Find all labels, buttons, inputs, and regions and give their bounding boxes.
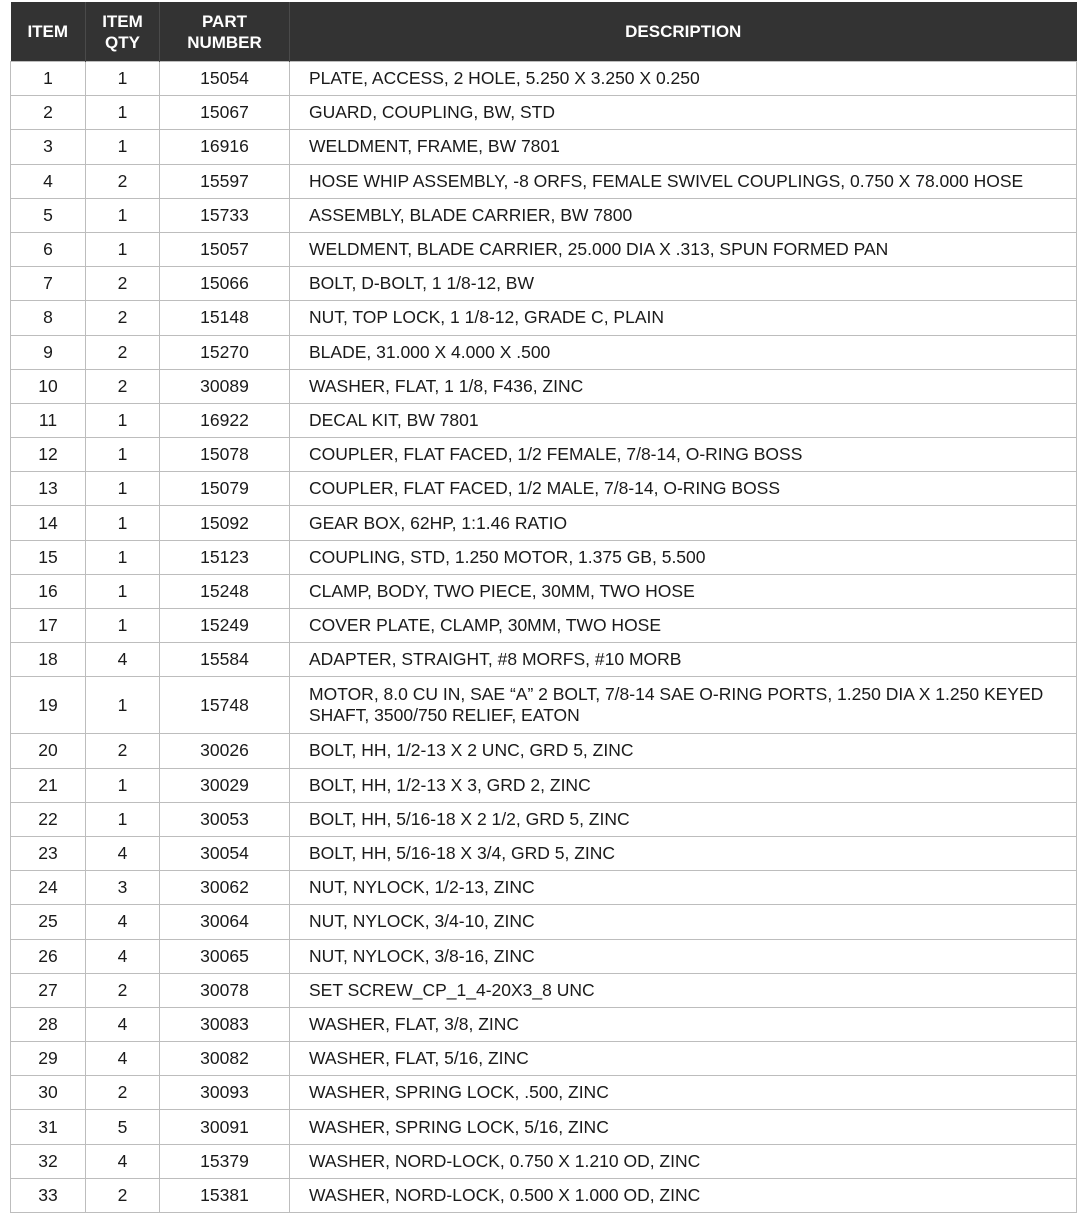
table-row: [11, 403, 1077, 437]
table-row: [11, 973, 1077, 1007]
item-cell: 2: [11, 96, 86, 130]
qty-cell: 4: [86, 1042, 160, 1076]
description-cell: PLATE, ACCESS, 2 HOLE, 5.250 X 3.250 X 0.250: [290, 62, 1077, 96]
part-number-cell: 15078: [160, 438, 290, 472]
table-row: [11, 472, 1077, 506]
table-row: [11, 734, 1077, 768]
item-cell: 1: [11, 62, 86, 96]
table-row: [11, 130, 1077, 164]
description-cell: BOLT, HH, 1/2-13 X 3, GRD 2, ZINC: [290, 768, 1077, 802]
item-cell: 3: [11, 130, 86, 164]
description-cell: WASHER, SPRING LOCK, 5/16, ZINC: [290, 1110, 1077, 1144]
qty-cell: 1: [86, 62, 160, 96]
part-number-cell: 16916: [160, 130, 290, 164]
table-row: [11, 232, 1077, 266]
item-cell: 22: [11, 802, 86, 836]
qty-cell: 5: [86, 1110, 160, 1144]
qty-cell: 1: [86, 472, 160, 506]
item-cell: 6: [11, 232, 86, 266]
item-cell: 16: [11, 574, 86, 608]
part-number-cell: 30026: [160, 734, 290, 768]
item-cell: 20: [11, 734, 86, 768]
item-cell: 26: [11, 939, 86, 973]
table-row: [11, 540, 1077, 574]
table-row: [11, 1178, 1077, 1212]
part-number-cell: 30083: [160, 1007, 290, 1041]
qty-cell: 2: [86, 164, 160, 198]
table-row: [11, 62, 1077, 96]
qty-cell: 2: [86, 335, 160, 369]
description-cell: CLAMP, BODY, TWO PIECE, 30MM, TWO HOSE: [290, 574, 1077, 608]
description-cell: WASHER, FLAT, 5/16, ZINC: [290, 1042, 1077, 1076]
qty-cell: 4: [86, 1144, 160, 1178]
item-cell: 15: [11, 540, 86, 574]
table-row: [11, 609, 1077, 643]
header-description: DESCRIPTION: [290, 2, 1077, 62]
part-number-cell: 15584: [160, 643, 290, 677]
description-cell: GEAR BOX, 62HP, 1:1.46 RATIO: [290, 506, 1077, 540]
table-row: [11, 506, 1077, 540]
item-cell: 21: [11, 768, 86, 802]
description-cell: WASHER, FLAT, 3/8, ZINC: [290, 1007, 1077, 1041]
item-cell: 11: [11, 403, 86, 437]
qty-cell: 4: [86, 643, 160, 677]
description-cell: NUT, NYLOCK, 3/8-16, ZINC: [290, 939, 1077, 973]
item-cell: 31: [11, 1110, 86, 1144]
qty-cell: 4: [86, 836, 160, 870]
description-cell: COVER PLATE, CLAMP, 30MM, TWO HOSE: [290, 609, 1077, 643]
table-row: [11, 905, 1077, 939]
part-number-cell: 30053: [160, 802, 290, 836]
table-row: [11, 677, 1077, 734]
table-row: [11, 939, 1077, 973]
qty-cell: 4: [86, 1007, 160, 1041]
parts-list-table: [10, 2, 1077, 1213]
part-number-cell: 15733: [160, 198, 290, 232]
part-number-cell: 15748: [160, 677, 290, 734]
description-cell: NUT, NYLOCK, 3/4-10, ZINC: [290, 905, 1077, 939]
item-cell: 13: [11, 472, 86, 506]
part-number-cell: 30093: [160, 1076, 290, 1110]
qty-cell: 2: [86, 369, 160, 403]
part-number-cell: 15079: [160, 472, 290, 506]
description-cell: SET SCREW_CP_1_4-20X3_8 UNC: [290, 973, 1077, 1007]
table-row: [11, 96, 1077, 130]
part-number-cell: 15054: [160, 62, 290, 96]
item-cell: 12: [11, 438, 86, 472]
table-row: [11, 1007, 1077, 1041]
item-cell: 32: [11, 1144, 86, 1178]
item-cell: 9: [11, 335, 86, 369]
table-row: [11, 1042, 1077, 1076]
part-number-cell: 30082: [160, 1042, 290, 1076]
description-cell: WASHER, SPRING LOCK, .500, ZINC: [290, 1076, 1077, 1110]
part-number-cell: 30062: [160, 871, 290, 905]
item-cell: 28: [11, 1007, 86, 1041]
description-cell: WASHER, FLAT, 1 1/8, F436, ZINC: [290, 369, 1077, 403]
description-cell: NUT, TOP LOCK, 1 1/8-12, GRADE C, PLAIN: [290, 301, 1077, 335]
part-number-cell: 16922: [160, 403, 290, 437]
table-row: [11, 836, 1077, 870]
description-cell: WASHER, NORD-LOCK, 0.750 X 1.210 OD, ZINC: [290, 1144, 1077, 1178]
table-row: [11, 164, 1077, 198]
table-row: [11, 301, 1077, 335]
item-cell: 24: [11, 871, 86, 905]
part-number-cell: 30091: [160, 1110, 290, 1144]
description-cell: WELDMENT, FRAME, BW 7801: [290, 130, 1077, 164]
qty-cell: 2: [86, 734, 160, 768]
description-cell: COUPLER, FLAT FACED, 1/2 MALE, 7/8-14, O-RING BOSS: [290, 472, 1077, 506]
item-cell: 30: [11, 1076, 86, 1110]
description-cell: BLADE, 31.000 X 4.000 X .500: [290, 335, 1077, 369]
item-cell: 4: [11, 164, 86, 198]
description-cell: NUT, NYLOCK, 1/2-13, ZINC: [290, 871, 1077, 905]
item-cell: 29: [11, 1042, 86, 1076]
header-part-number: PART NUMBER: [160, 2, 290, 62]
description-cell: COUPLING, STD, 1.250 MOTOR, 1.375 GB, 5.500: [290, 540, 1077, 574]
qty-cell: 1: [86, 232, 160, 266]
qty-cell: 1: [86, 198, 160, 232]
item-cell: 17: [11, 609, 86, 643]
description-cell: BOLT, HH, 5/16-18 X 2 1/2, GRD 5, ZINC: [290, 802, 1077, 836]
item-cell: 14: [11, 506, 86, 540]
part-number-cell: 15597: [160, 164, 290, 198]
table-row: [11, 1110, 1077, 1144]
description-cell: ADAPTER, STRAIGHT, #8 MORFS, #10 MORB: [290, 643, 1077, 677]
table-row: [11, 574, 1077, 608]
description-cell: COUPLER, FLAT FACED, 1/2 FEMALE, 7/8-14, O-RING BOSS: [290, 438, 1077, 472]
table-row: [11, 198, 1077, 232]
description-cell: BOLT, HH, 1/2-13 X 2 UNC, GRD 5, ZINC: [290, 734, 1077, 768]
description-cell: ASSEMBLY, BLADE CARRIER, BW 7800: [290, 198, 1077, 232]
description-cell: WASHER, NORD-LOCK, 0.500 X 1.000 OD, ZINC: [290, 1178, 1077, 1212]
qty-cell: 3: [86, 871, 160, 905]
table-body: [11, 62, 1077, 1213]
description-cell: DECAL KIT, BW 7801: [290, 403, 1077, 437]
qty-cell: 1: [86, 438, 160, 472]
table-row: [11, 871, 1077, 905]
table-row: [11, 369, 1077, 403]
header-item-qty: ITEM QTY: [86, 2, 160, 62]
part-number-cell: 15379: [160, 1144, 290, 1178]
qty-cell: 2: [86, 1178, 160, 1212]
qty-cell: 1: [86, 506, 160, 540]
table-row: [11, 267, 1077, 301]
qty-cell: 1: [86, 609, 160, 643]
item-cell: 8: [11, 301, 86, 335]
part-number-cell: 15092: [160, 506, 290, 540]
item-cell: 7: [11, 267, 86, 301]
description-cell: WELDMENT, BLADE CARRIER, 25.000 DIA X .313, SPUN FORMED PAN: [290, 232, 1077, 266]
qty-cell: 1: [86, 403, 160, 437]
table-row: [11, 768, 1077, 802]
qty-cell: 1: [86, 574, 160, 608]
part-number-cell: 15123: [160, 540, 290, 574]
qty-cell: 4: [86, 939, 160, 973]
qty-cell: 2: [86, 973, 160, 1007]
qty-cell: 2: [86, 267, 160, 301]
part-number-cell: 15057: [160, 232, 290, 266]
item-cell: 19: [11, 677, 86, 734]
part-number-cell: 30054: [160, 836, 290, 870]
part-number-cell: 15148: [160, 301, 290, 335]
part-number-cell: 30089: [160, 369, 290, 403]
part-number-cell: 30064: [160, 905, 290, 939]
description-cell: BOLT, HH, 5/16-18 X 3/4, GRD 5, ZINC: [290, 836, 1077, 870]
qty-cell: 1: [86, 802, 160, 836]
table-row: [11, 1076, 1077, 1110]
description-cell: MOTOR, 8.0 CU IN, SAE “A” 2 BOLT, 7/8-14 SAE O-RING PORTS, 1.250 DIA X 1.250 KEYED SHAFT, 3500/750 RELIEF, EATON: [290, 677, 1077, 734]
table-row: [11, 438, 1077, 472]
item-cell: 10: [11, 369, 86, 403]
item-cell: 23: [11, 836, 86, 870]
item-cell: 25: [11, 905, 86, 939]
header-row: [11, 2, 1077, 62]
table-header: [11, 2, 1077, 62]
part-number-cell: 15067: [160, 96, 290, 130]
part-number-cell: 30078: [160, 973, 290, 1007]
table-row: [11, 1144, 1077, 1178]
part-number-cell: 15066: [160, 267, 290, 301]
qty-cell: 2: [86, 1076, 160, 1110]
table-row: [11, 643, 1077, 677]
part-number-cell: 15270: [160, 335, 290, 369]
description-cell: BOLT, D-BOLT, 1 1/8-12, BW: [290, 267, 1077, 301]
qty-cell: 1: [86, 96, 160, 130]
qty-cell: 2: [86, 301, 160, 335]
qty-cell: 4: [86, 905, 160, 939]
item-cell: 5: [11, 198, 86, 232]
qty-cell: 1: [86, 540, 160, 574]
part-number-cell: 15381: [160, 1178, 290, 1212]
qty-cell: 1: [86, 677, 160, 734]
description-cell: HOSE WHIP ASSEMBLY, -8 ORFS, FEMALE SWIVEL COUPLINGS, 0.750 X 78.000 HOSE: [290, 164, 1077, 198]
header-item: ITEM: [11, 2, 86, 62]
item-cell: 27: [11, 973, 86, 1007]
table-row: [11, 802, 1077, 836]
qty-cell: 1: [86, 130, 160, 164]
description-cell: GUARD, COUPLING, BW, STD: [290, 96, 1077, 130]
item-cell: 33: [11, 1178, 86, 1212]
table-row: [11, 335, 1077, 369]
part-number-cell: 15248: [160, 574, 290, 608]
item-cell: 18: [11, 643, 86, 677]
part-number-cell: 30065: [160, 939, 290, 973]
qty-cell: 1: [86, 768, 160, 802]
part-number-cell: 30029: [160, 768, 290, 802]
part-number-cell: 15249: [160, 609, 290, 643]
